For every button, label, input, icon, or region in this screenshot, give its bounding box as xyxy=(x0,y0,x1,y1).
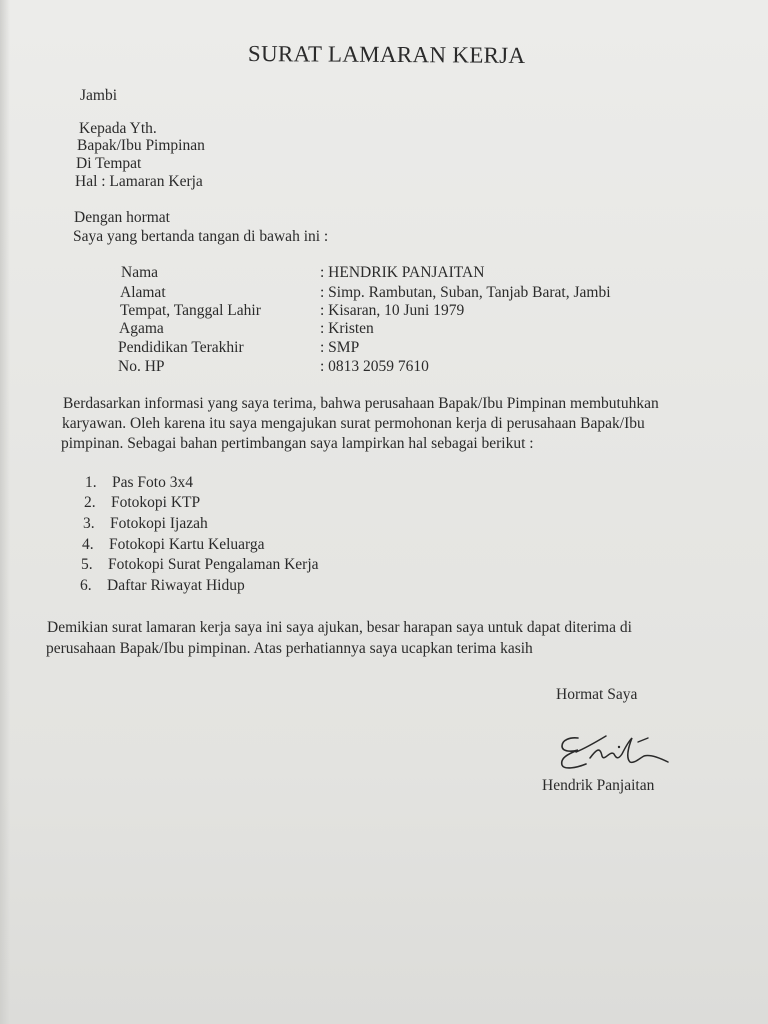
attachment-item: Fotokopi Surat Pengalaman Kerja xyxy=(108,556,319,573)
paragraph-1-line-1: Berdasarkan informasi yang saya terima, bahwa perusahaan Bapak/Ibu Pimpinan membutuhkan xyxy=(63,395,659,412)
paragraph-2-line-2: perusahaan Bapak/Ibu pimpinan. Atas perhatiannya saya ucapkan terima kasih xyxy=(46,640,533,657)
attachment-number: 1. xyxy=(85,474,97,491)
field-label-nohp: No. HP xyxy=(118,358,165,375)
recipient-line-2: Bapak/Ibu Pimpinan xyxy=(77,137,205,154)
subject-line: Hal : Lamaran Kerja xyxy=(75,173,203,190)
field-value-nama: : HENDRIK PANJAITAN xyxy=(320,264,485,281)
recipient-line-1: Kepada Yth. xyxy=(79,120,157,137)
attachment-number: 6. xyxy=(80,577,92,594)
paragraph-1-line-3: pimpinan. Sebagai bahan pertimbangan saya lampirkan hal sebagai berikut : xyxy=(61,435,534,452)
paragraph-2-line-1: Demikian surat lamaran kerja saya ini saya ajukan, besar harapan saya untuk dapat diterima di xyxy=(47,619,632,636)
field-value-alamat: : Simp. Rambutan, Suban, Tanjab Barat, Jambi xyxy=(320,284,611,301)
intro-line: Saya yang bertanda tangan di bawah ini : xyxy=(73,228,329,245)
attachment-number: 5. xyxy=(81,556,93,573)
field-label-agama: Agama xyxy=(119,320,164,337)
attachment-item: Fotokopi Ijazah xyxy=(110,515,208,532)
field-value-agama: : Kristen xyxy=(320,320,374,337)
letter-title: SURAT LAMARAN KERJA xyxy=(247,41,526,68)
attachment-number: 2. xyxy=(84,494,96,511)
field-value-ttl: : Kisaran, 10 Juni 1979 xyxy=(320,302,465,319)
field-label-alamat: Alamat xyxy=(120,284,166,301)
field-label-ttl: Tempat, Tanggal Lahir xyxy=(120,302,261,319)
greeting: Dengan hormat xyxy=(74,209,170,226)
handwritten-signature xyxy=(556,728,676,776)
attachment-number: 3. xyxy=(83,515,95,532)
letter-place: Jambi xyxy=(80,87,118,104)
field-label-nama: Nama xyxy=(121,264,159,281)
attachment-item: Daftar Riwayat Hidup xyxy=(107,577,245,594)
attachment-item: Fotokopi KTP xyxy=(111,494,201,511)
field-label-pendidikan: Pendidikan Terakhir xyxy=(118,339,244,356)
attachment-item: Pas Foto 3x4 xyxy=(112,474,193,491)
closing-salutation: Hormat Saya xyxy=(556,686,638,703)
field-value-nohp: : 0813 2059 7610 xyxy=(320,358,429,375)
attachment-number: 4. xyxy=(82,536,94,553)
field-value-pendidikan: : SMP xyxy=(320,339,360,356)
attachment-item: Fotokopi Kartu Keluarga xyxy=(109,536,265,553)
recipient-line-3: Di Tempat xyxy=(76,155,142,172)
signer-name: Hendrik Panjaitan xyxy=(542,777,655,794)
paragraph-1-line-2: karyawan. Oleh karena itu saya mengajukan surat permohonan kerja di perusahaan Bapak/Ibu xyxy=(62,415,645,432)
